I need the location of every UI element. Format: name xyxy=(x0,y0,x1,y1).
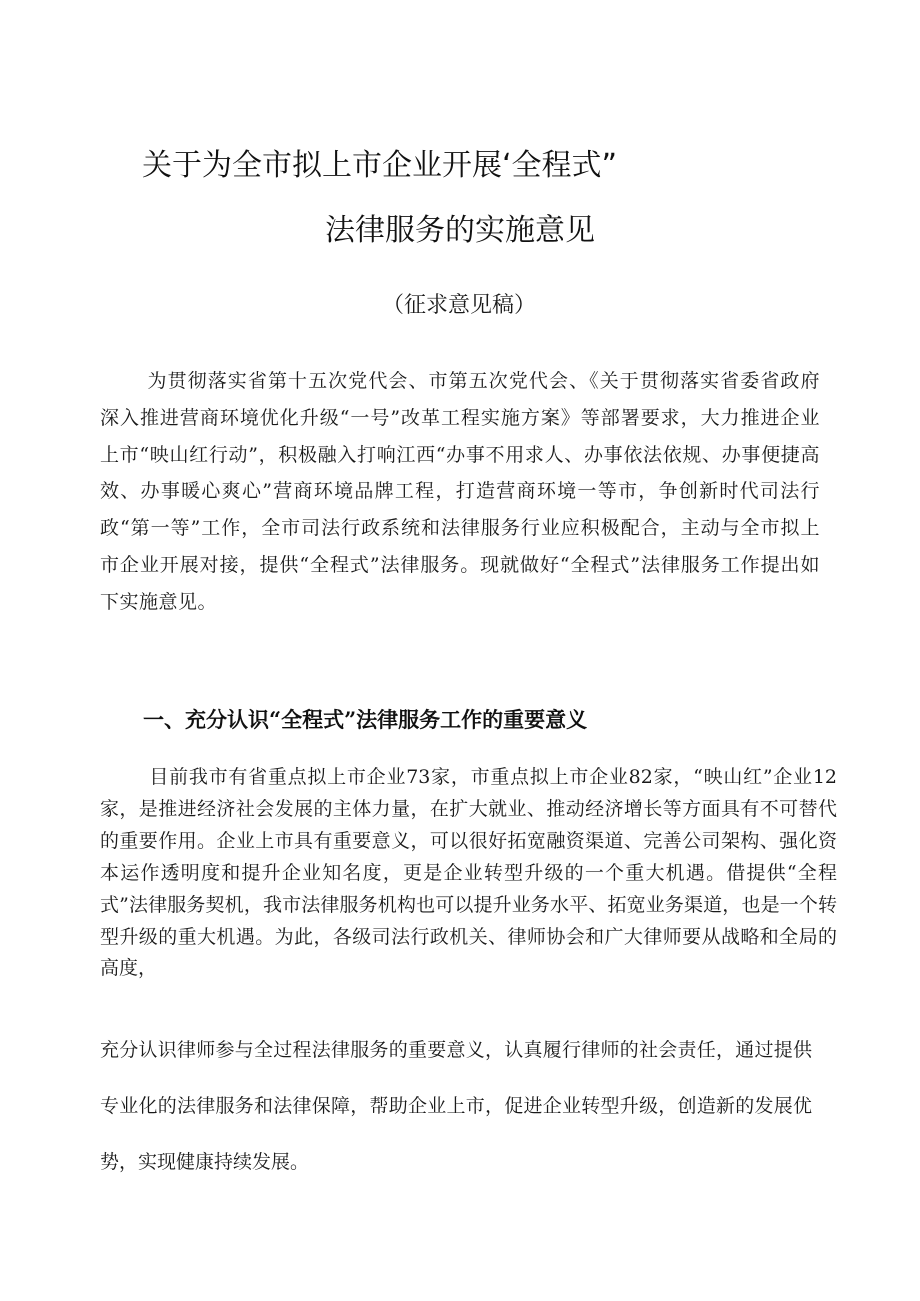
document-title-line-1: 关于为全市拟上市企业开展‘全程式” xyxy=(142,148,618,183)
closing-paragraph: 充分认识律师参与全过程法律服务的重要意义，认真履行律师的社会责任，通过提供专业化的法律服务和法律保障，帮助企业上市，促进企业转型升级，创造新的发展优势，实现健康持续发展。 xyxy=(100,1039,812,1173)
section-1-heading: 一、充分认识“全程式”法律服务工作的重要意义 xyxy=(143,707,588,732)
document-title-line-2: 法律服务的实施意见 xyxy=(325,213,595,248)
section-1-paragraph: 目前我市有省重点拟上市企业73家，市重点拟上市企业82家，“映山红”企业12家，是推进经济社会发展的主体力量，在扩大就业、推动经济增长等方面具有不可替代的重要作用。企业上市具有重要意义，可以很好拓宽融资渠道、完善公司架构、强化资本运作透明度和提升企业知名度，更是企业转型升级的一个重大机遇。借提供“全程式”法律服务契机，我市法律服务机构也可以提升业务水平、拓宽业务渠道，也是一个转型升级的重大机遇。为此，各级司法行政机关、律师协会和广大律师要从战略和全局的高度， xyxy=(100,766,837,980)
intro-paragraph: 为贯彻落实省第十五次党代会、市第五次党代会、《关于贯彻落实省委省政府深入推进营商环境优化升级“一号”改革工程实施方案》等部署要求，大力推进企业上市“映山红行动”，积极融入打响江西“办事不用求人、办事依法依规、办事便捷高效、办事暖心爽心”营商环境品牌工程，打造营商环境一等市，争创新时代司法行政“第一等”工作，全市司法行政系统和法律服务行业应积极配合，主动与全市拟上市企业开展对接，提供“全程式”法律服务。现就做好“全程式”法律服务工作提出如下实施意见。 xyxy=(100,370,820,613)
document-subtitle: （征求意见稿） xyxy=(382,293,537,318)
